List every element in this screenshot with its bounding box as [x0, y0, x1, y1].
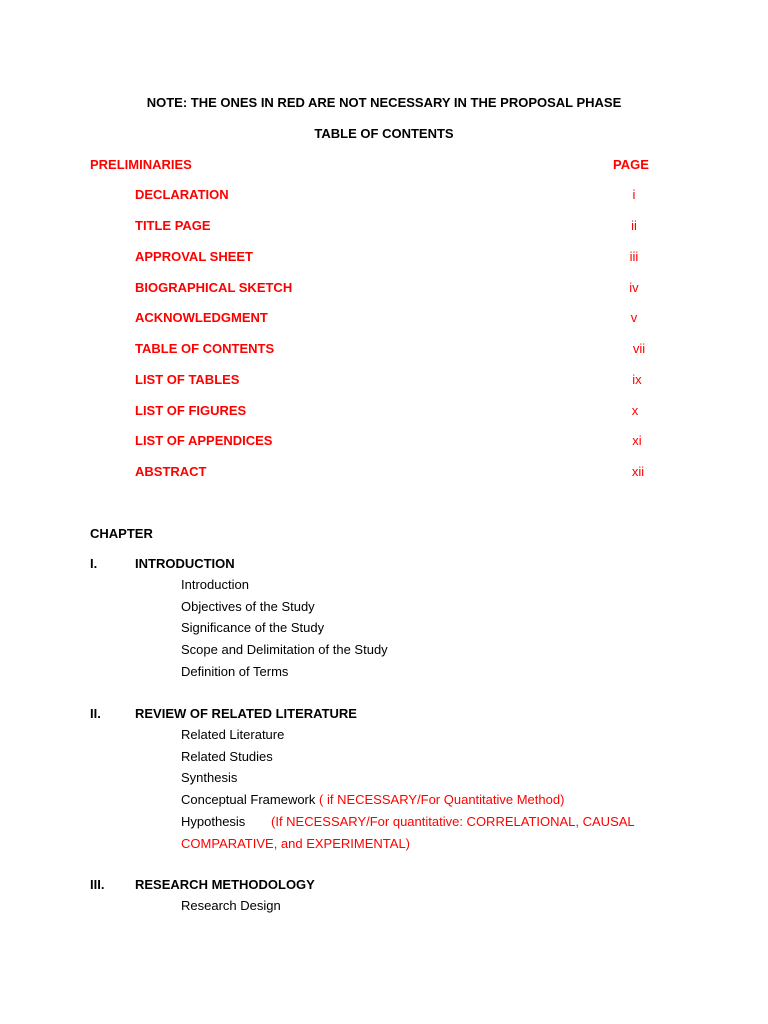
prelim-page-acknowledgment: v [630, 310, 638, 325]
chapter-item: Introduction [181, 577, 249, 592]
prelim-item-table-of-contents: TABLE OF CONTENTS [135, 341, 275, 356]
chapter-number: I. [90, 556, 98, 571]
prelim-page-list-of-tables: ix [632, 372, 642, 387]
prelim-page-approval-sheet: iii [629, 249, 639, 264]
prelim-page-title-page: ii [631, 218, 637, 233]
prelim-page-biographical-sketch: iv [629, 280, 639, 295]
hypothesis-label: Hypothesis [181, 814, 246, 829]
chapter-item: Objectives of the Study [181, 599, 315, 614]
chapter-title: REVIEW OF RELATED LITERATURE [135, 706, 357, 721]
prelim-item-approval-sheet: APPROVAL SHEET [135, 249, 253, 264]
prelim-item-acknowledgment: ACKNOWLEDGMENT [135, 310, 268, 325]
chapter-heading: CHAPTER [90, 526, 153, 541]
hypothesis-note-line2: COMPARATIVE, and EXPERIMENTAL) [181, 836, 410, 851]
prelim-page-list-of-appendices: xi [632, 433, 642, 448]
chapter-number: II. [90, 706, 101, 721]
prelim-item-list-of-tables: LIST OF TABLES [135, 372, 240, 387]
prelim-item-list-of-appendices: LIST OF APPENDICES [135, 433, 273, 448]
chapter-item: Related Literature [181, 727, 285, 742]
chapter-item: Synthesis [181, 770, 238, 785]
conceptual-framework-label: Conceptual Framework [181, 792, 316, 807]
prelim-item-list-of-figures: LIST OF FIGURES [135, 403, 247, 418]
chapter-item-conceptual-framework [181, 792, 564, 807]
chapter-item: Research Design [181, 898, 281, 913]
prelim-item-abstract: ABSTRACT [135, 464, 207, 479]
conceptual-framework-note: ( if NECESSARY/For Quantitative Method) [319, 792, 565, 807]
prelim-item-declaration: DECLARATION [135, 187, 229, 202]
prelim-page-table-of-contents: vii [632, 341, 646, 356]
prelim-page-declaration: i [632, 187, 636, 202]
chapter-item: Significance of the Study [181, 620, 325, 635]
prelim-item-title-page: TITLE PAGE [135, 218, 211, 233]
prelim-page-abstract: xii [631, 464, 645, 479]
chapter-item: Related Studies [181, 749, 273, 764]
page-heading: PAGE [613, 157, 649, 172]
chapter-number: III. [90, 877, 105, 892]
prelim-page-list-of-figures: x [631, 403, 639, 418]
note-heading: NOTE: THE ONES IN RED ARE NOT NECESSARY IN THE PROPOSAL PHASE [146, 95, 622, 110]
hypothesis-note-line1: (If NECESSARY/For quantitative: CORRELATIONAL, CAUSAL [271, 814, 635, 829]
prelim-item-biographical-sketch: BIOGRAPHICAL SKETCH [135, 280, 293, 295]
chapter-title: INTRODUCTION [135, 556, 235, 571]
preliminaries-heading: PRELIMINARIES [90, 157, 192, 172]
chapter-item: Definition of Terms [181, 664, 289, 679]
chapter-item: Scope and Delimitation of the Study [181, 642, 388, 657]
toc-title: TABLE OF CONTENTS [314, 126, 454, 141]
chapter-title: RESEARCH METHODOLOGY [135, 877, 315, 892]
